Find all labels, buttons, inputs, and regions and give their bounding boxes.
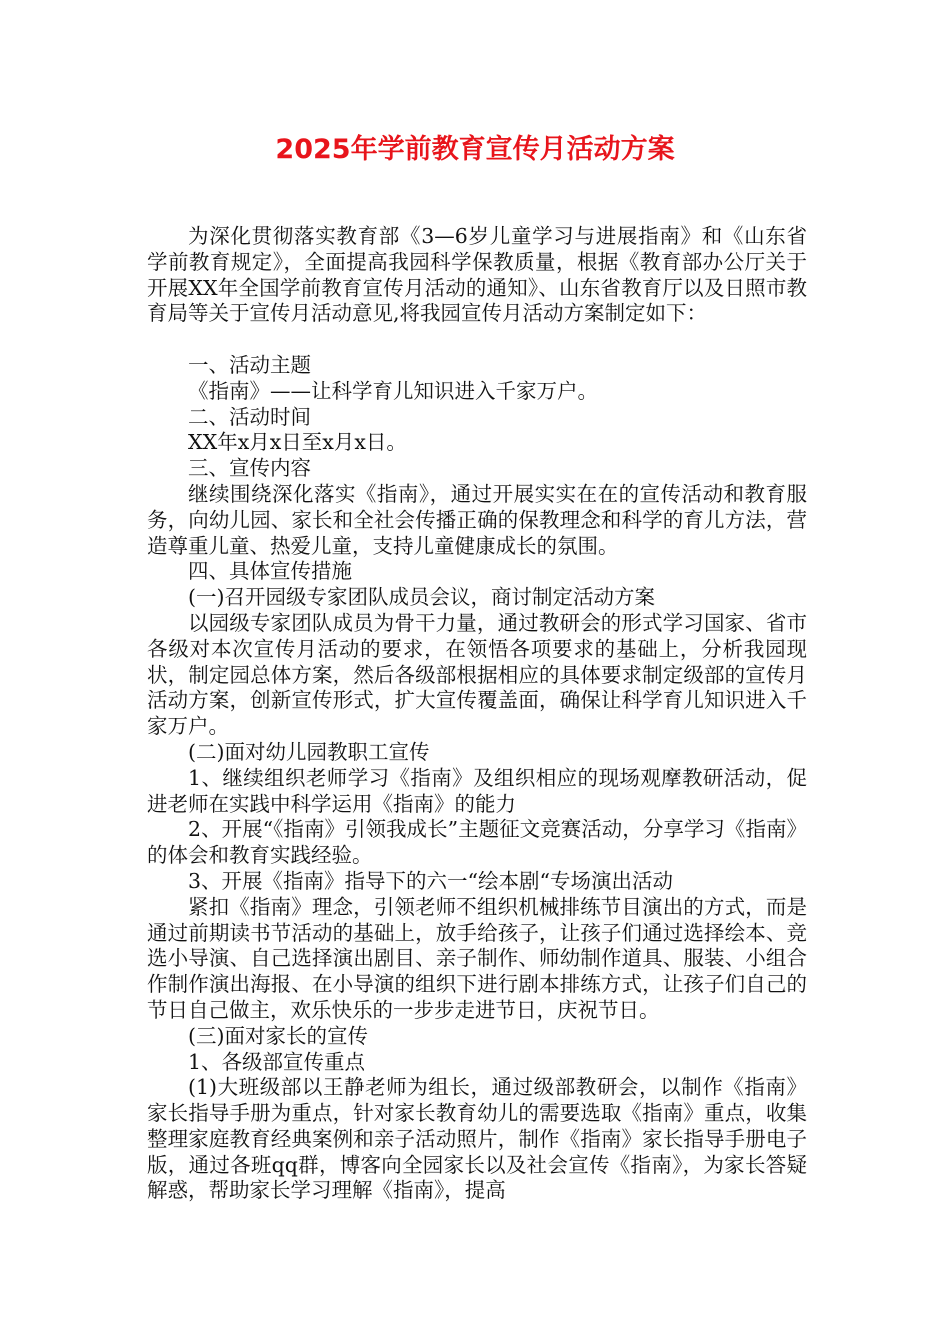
intro-paragraph: 为深化贯彻落实教育部《3—6岁儿童学习与进展指南》和《山东省学前教育规定》，全面提高我园科学保教质量，根据《教育部办公厅关于开展XX年全国学前教育宣传月活动的通知》、山东省教育厅以及日照市教育局等关于宣传月活动意见,将我园宣传月活动方案制定如下： [147,224,807,326]
subheading-parents: (三)面对家长的宣传 [188,1023,368,1048]
paragraph-time: XX年x月x日至x月x日。 [188,430,407,455]
paragraph-theme: 《指南》——让科学育儿知识进入千家万户。 [188,378,598,403]
section-heading-time: 二、活动时间 [188,404,311,429]
section-heading-measures: 四、具体宣传措施 [188,559,352,584]
paragraph-staff-3: 3、开展《指南》指导下的六一“绘本剧“专场演出活动 [188,868,674,893]
section-heading-theme: 一、活动主题 [188,352,311,377]
section-heading-content: 三、宣传内容 [188,456,311,481]
document-title: 2025年学前教育宣传月活动方案 [275,134,675,165]
document-body [147,224,807,1204]
subheading-staff: (二)面对幼儿园教职工宣传 [188,739,430,764]
paragraph-content: 继续围绕深化落实《指南》，通过开展实实在在的宣传活动和教育服务，向幼儿园、家长和全社会传播正确的保教理念和科学的育儿方法，营造尊重儿童、热爱儿童，支持儿童健康成长的氛围。 [147,481,807,558]
paragraph-picture-book: 紧扣《指南》理念，引领老师不组织机械排练节目演出的方式，而是通过前期读书节活动的基础上，放手给孩子，让孩子们通过选择绘本、竞选小导演、自己选择演出剧目、亲子制作、师幼制作道具、服装、小组合作制作演出海报、在小导演的组织下进行剧本排练方式，让孩子们自己的节日自己做主，欢乐快乐的一步步走进节日，庆祝节日。 [147,894,807,1022]
subheading-meeting: (一)召开园级专家团队成员会议，商讨制定活动方案 [188,585,655,610]
paragraph-meeting: 以园级专家团队成员为骨干力量，通过教研会的形式学习国家、省市各级对本次宣传月活动的要求，在领悟各项要求的基础上，分析我园现状，制定园总体方案，然后各级部根据相应的具体要求制定级部的宣传月活动方案，创新宣传形式，扩大宣传覆盖面，确保让科学育儿知识进入千家万户。 [147,610,807,739]
paragraph-staff-2: 2、开展“《指南》引领我成长”主题征文竞赛活动，分享学习《指南》的体会和教育实践经验。 [147,817,807,868]
paragraph-staff-1: 1、继续组织老师学习《指南》及组织相应的现场观摩教研活动，促进老师在实践中科学运用《指南》的能力 [147,765,807,816]
paragraph-grade-focus: 1、各级部宣传重点 [188,1049,366,1074]
paragraph-senior-class: (1)大班级部以王静老师为组长，通过级部教研会，以制作《指南》家长指导手册为重点，针对家长教育幼儿的需要选取《指南》重点，收集整理家庭教育经典案例和亲子活动照片，制作《指南》家长指导手册电子版，通过各班qq群，博客向全园家长以及社会宣传《指南》，为家长答疑解惑，帮助家长学习理解《指南》，提高 [147,1075,807,1203]
